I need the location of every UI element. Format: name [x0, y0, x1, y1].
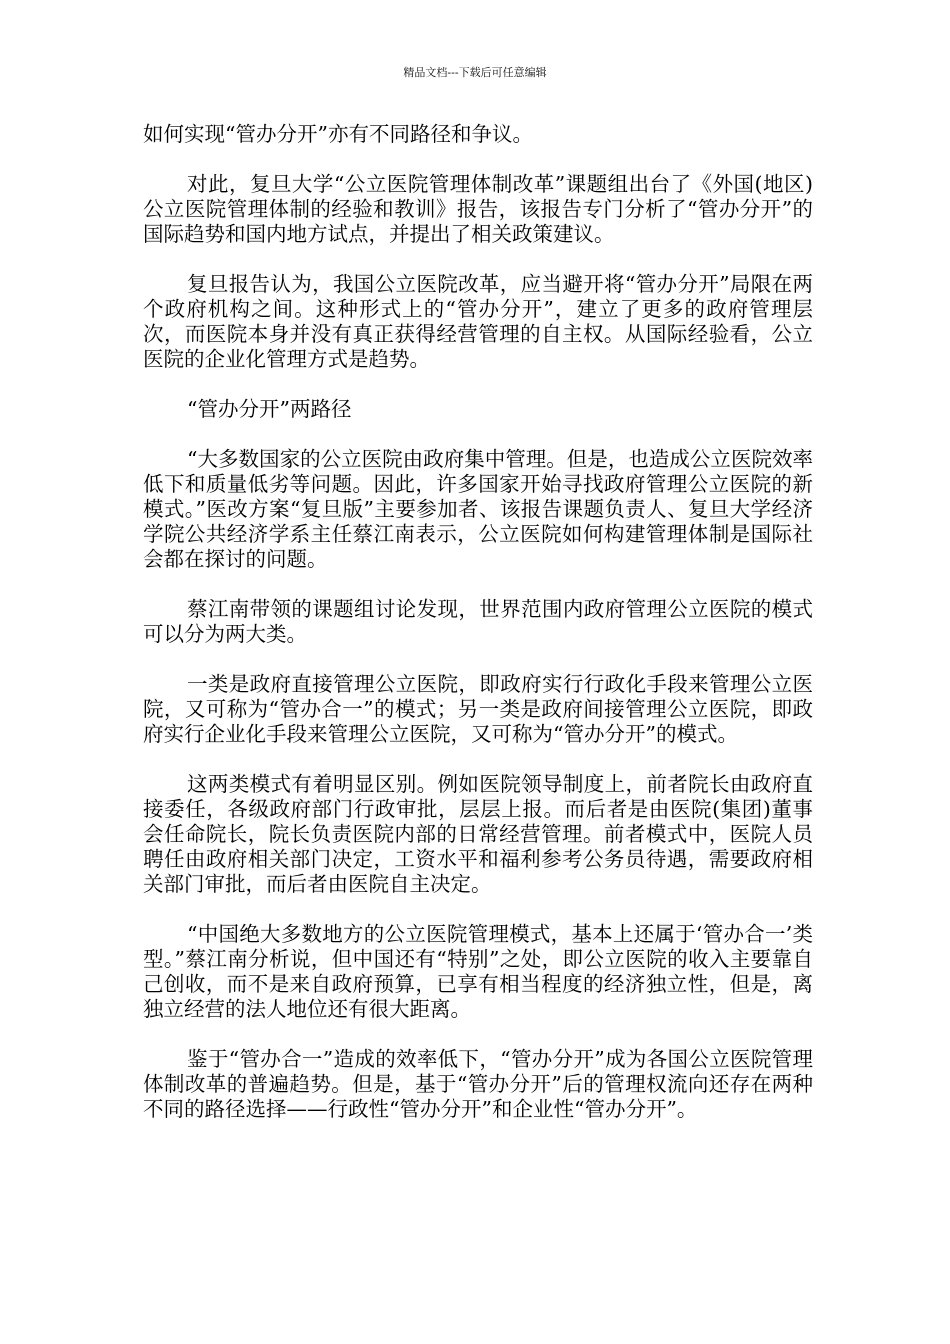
paragraph: 这两类模式有着明显区别。例如医院领导制度上，前者院长由政府直接委任，各级政府部门行政审批，层层上报。而后者是由医院(集团)董事会任命院长，院长负责医院内部的日常经营管理。前者模式中，医院人员聘任由政府相关部门决定，工资水平和福利参考公务员待遇，需要政府相关部门审批，而后者由医院自主决定。 — [143, 772, 813, 896]
paragraph: “大多数国家的公立医院由政府集中管理。但是，也造成公立医院效率低下和质量低劣等问题。因此，许多国家开始寻找政府管理公立医院的新模式。”医改方案“复旦版”主要参加者、该报告课题负责人、复旦大学经济学院公共经济学系主任蔡江南表示，公立医院如何构建管理体制是国际社会都在探讨的问题。 — [143, 447, 813, 571]
paragraph: 对此，复旦大学“公立医院管理体制改革”课题组出台了《外国(地区)公立医院管理体制的经验和教训》报告，该报告专门分析了“管办分开”的国际趋势和国内地方试点，并提出了相关政策建议。 — [143, 172, 813, 246]
paragraph: 复旦报告认为，我国公立医院改革，应当避开将“管办分开”局限在两个政府机构之间。这种形式上的“管办分开”，建立了更多的政府管理层次，而医院本身并没有真正获得经营管理的自主权。从国际经验看，公立医院的企业化管理方式是趋势。 — [143, 272, 813, 371]
paragraph: 蔡江南带领的课题组讨论发现，世界范围内政府管理公立医院的模式可以分为两大类。 — [143, 597, 813, 646]
paragraph: “中国绝大多数地方的公立医院管理模式，基本上还属于‘管办合一’类型。”蔡江南分析说，但中国还有“特别”之处，即公立医院的收入主要靠自己创收，而不是来自政府预算，已享有相当程度的经济独立性，但是，离独立经营的法人地位还有很大距离。 — [143, 922, 813, 1021]
paragraph: 鉴于“管办合一”造成的效率低下，“管办分开”成为各国公立医院管理体制改革的普遍趋势。但是，基于“管办分开”后的管理权流向还存在两种不同的路径选择——行政性“管办分开”和企业性“管办分开”。 — [143, 1047, 813, 1121]
section-heading: “管办分开”两路径 — [187, 397, 352, 421]
paragraph-continuation: 如何实现“管办分开”亦有不同路径和争议。 — [143, 122, 533, 146]
page-header: 精品文档---下载后可任意编辑 — [403, 66, 547, 79]
paragraph: 一类是政府直接管理公立医院，即政府实行行政化手段来管理公立医院，又可称为“管办合一”的模式；另一类是政府间接管理公立医院，即政府实行企业化手段来管理公立医院，又可称为“管办分开”的模式。 — [143, 672, 813, 746]
document-body — [143, 122, 813, 1147]
